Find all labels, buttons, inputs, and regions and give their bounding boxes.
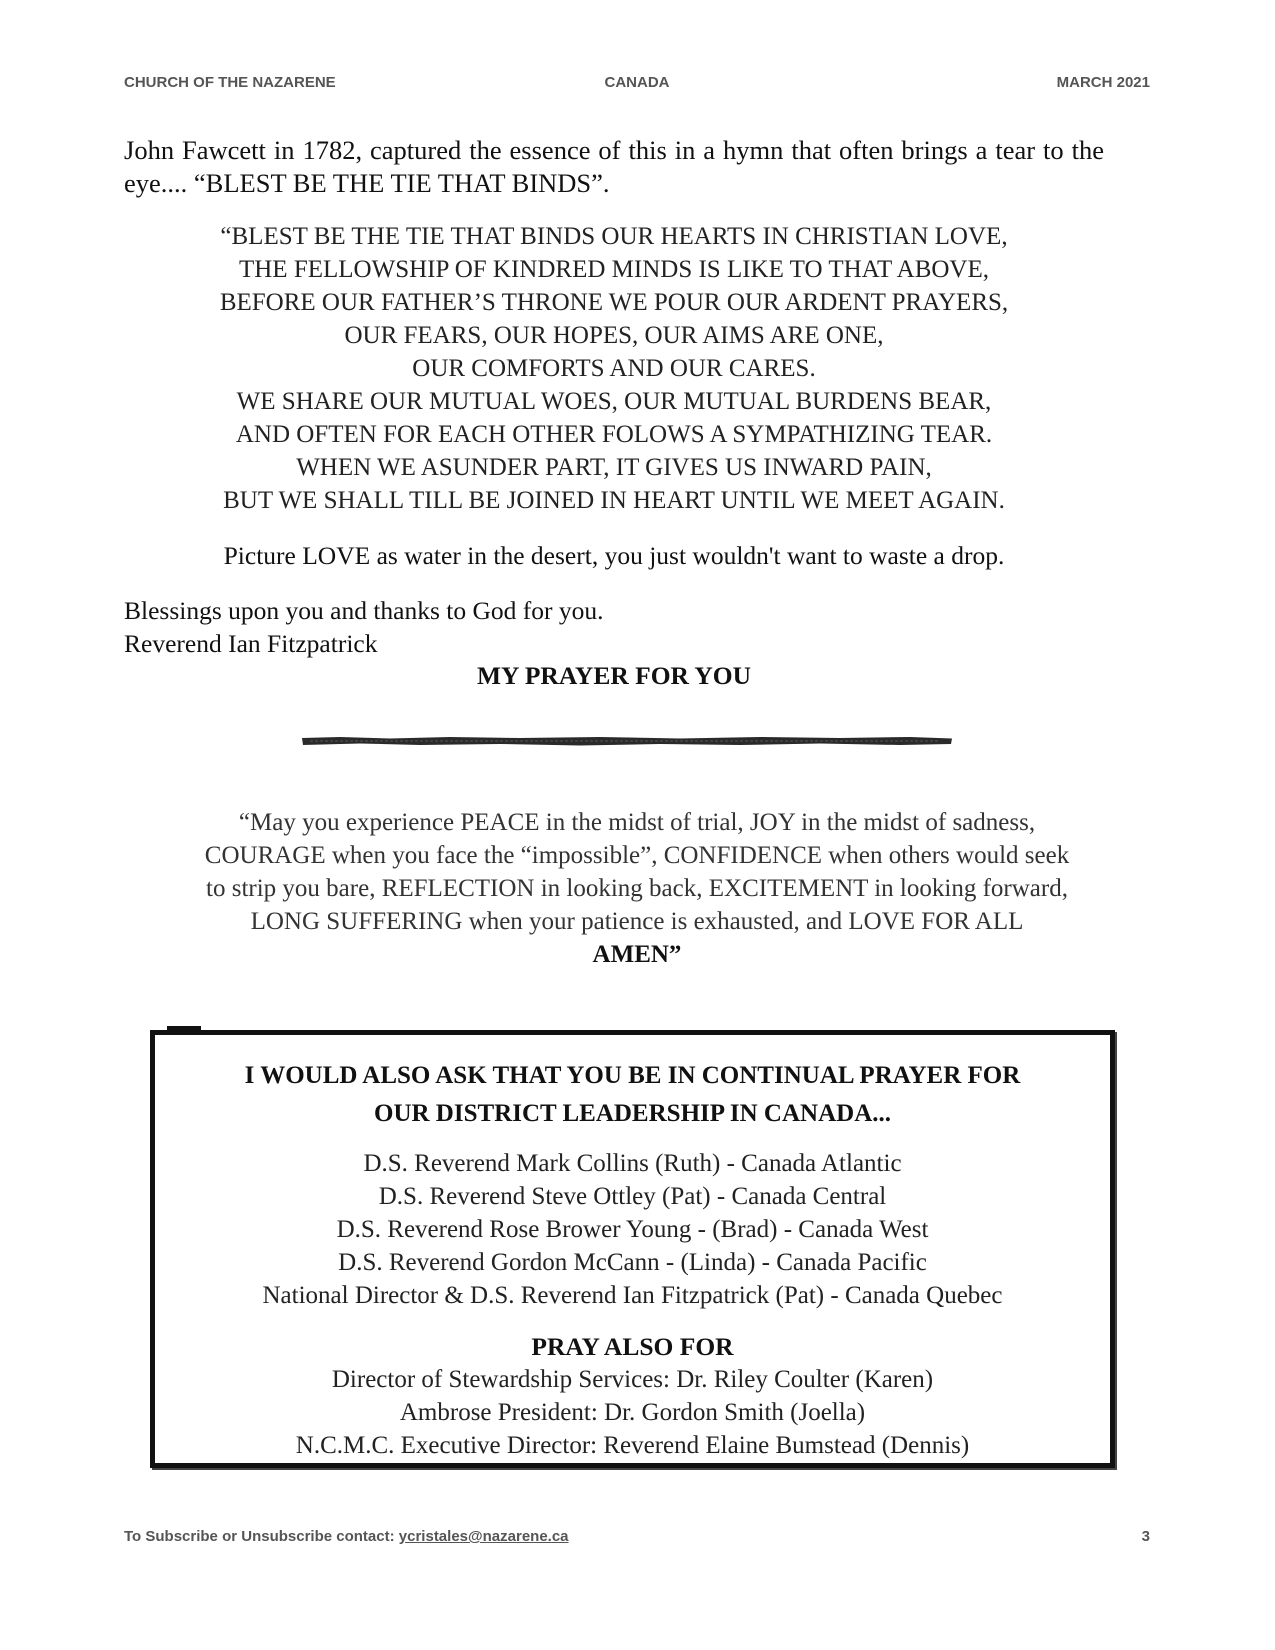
box-border-nick [167,1026,201,1031]
prayer-line: to strip you bare, REFLECTION in looking back, EXCITEMENT in looking forward, [206,875,1068,902]
header-country: CANADA [604,74,670,91]
page-header [124,74,1150,94]
leader-item: D.S. Reverend Steve Ottley (Pat) - Canada Central [378,1183,887,1210]
leader-item: D.S. Reverend Gordon McCann - (Linda) - Canada Pacific [338,1249,927,1276]
hymn-line: THE FELLOWSHIP OF KINDRED MINDS IS LIKE TO THAT ABOVE, [238,256,989,283]
hymn-line: OUR FEARS, OUR HOPES, OUR AIMS ARE ONE, [344,322,884,349]
prayer-amen: AMEN” [592,941,682,968]
leader-item: National Director & D.S. Reverend Ian Fitzpatrick (Pat) - Canada Quebec [262,1282,1003,1309]
hymn-line: BUT WE SHALL TILL BE JOINED IN HEART UNTIL WE MEET AGAIN. [223,487,1005,514]
box-heading-line: I WOULD ALSO ASK THAT YOU BE IN CONTINUAL PRAYER FOR [244,1062,1021,1089]
picture-love-line: Picture LOVE as water in the desert, you just wouldn't want to waste a drop. [223,541,1005,570]
pray-also-item: Ambrose President: Dr. Gordon Smith (Joella) [399,1399,866,1426]
hymn-line: “BLEST BE THE TIE THAT BINDS OUR HEARTS IN CHRISTIAN LOVE, [220,223,1008,250]
pray-also-item: N.C.M.C. Executive Director: Reverend Elaine Bumstead (Dennis) [295,1432,970,1459]
hymn-line: WE SHARE OUR MUTUAL WOES, OUR MUTUAL BURDENS BEAR, [236,388,992,415]
header-org: CHURCH OF THE NAZARENE [124,74,336,91]
leader-item: D.S. Reverend Rose Brower Young - (Brad) - Canada West [336,1216,929,1243]
pray-also-list [155,1363,1110,1462]
prayer-line: “May you experience PEACE in the midst of trial, JOY in the midst of sadness, [238,809,1036,836]
box-heading-line: OUR DISTRICT LEADERSHIP IN CANADA... [374,1100,891,1127]
prayer-line: COURAGE when you face the “impossible”, CONFIDENCE when others would seek [204,842,1070,869]
pray-also-item: Director of Stewardship Services: Dr. Riley Coulter (Karen) [331,1366,934,1393]
page-number: 3 [1141,1528,1150,1545]
hymn-line: WHEN WE ASUNDER PART, IT GIVES US INWARD PAIN, [296,454,932,481]
district-leaders-list [155,1147,1110,1312]
footer-subscribe-text: To Subscribe or Unsubscribe contact: [124,1528,399,1545]
footer-email-link[interactable]: ycristales@nazarene.ca [398,1528,569,1545]
intro-paragraph: John Fawcett in 1782, captured the essence of this in a hymn that often brings a tear to the eye.... “BLEST BE THE TIE THAT BINDS”. [124,135,1104,198]
prayer-text [124,806,1150,971]
prayer-title: MY PRAYER FOR YOU [476,661,752,690]
decorative-divider [300,735,954,747]
leadership-prayer-box [150,1030,1115,1468]
hymn-line: AND OFTEN FOR EACH OTHER FOLOWS A SYMPATHIZING TEAR. [235,421,993,448]
page-footer [124,1528,1150,1548]
pray-also-title: PRAY ALSO FOR [531,1332,734,1361]
signature: Reverend Ian Fitzpatrick [124,629,378,658]
hymn-line: OUR COMFORTS AND OUR CARES. [412,355,816,382]
hymn-lyrics [124,220,1104,517]
hymn-line: BEFORE OUR FATHER’S THRONE WE POUR OUR ARDENT PRAYERS, [219,289,1009,316]
closing-block [124,594,1104,660]
box-heading [155,1057,1110,1133]
blessing-text: Blessings upon you and thanks to God for you. [124,596,604,625]
leader-item: D.S. Reverend Mark Collins (Ruth) - Canada Atlantic [363,1150,902,1177]
prayer-line: LONG SUFFERING when your patience is exhausted, and LOVE FOR ALL [250,908,1024,935]
header-date: MARCH 2021 [1056,74,1150,91]
